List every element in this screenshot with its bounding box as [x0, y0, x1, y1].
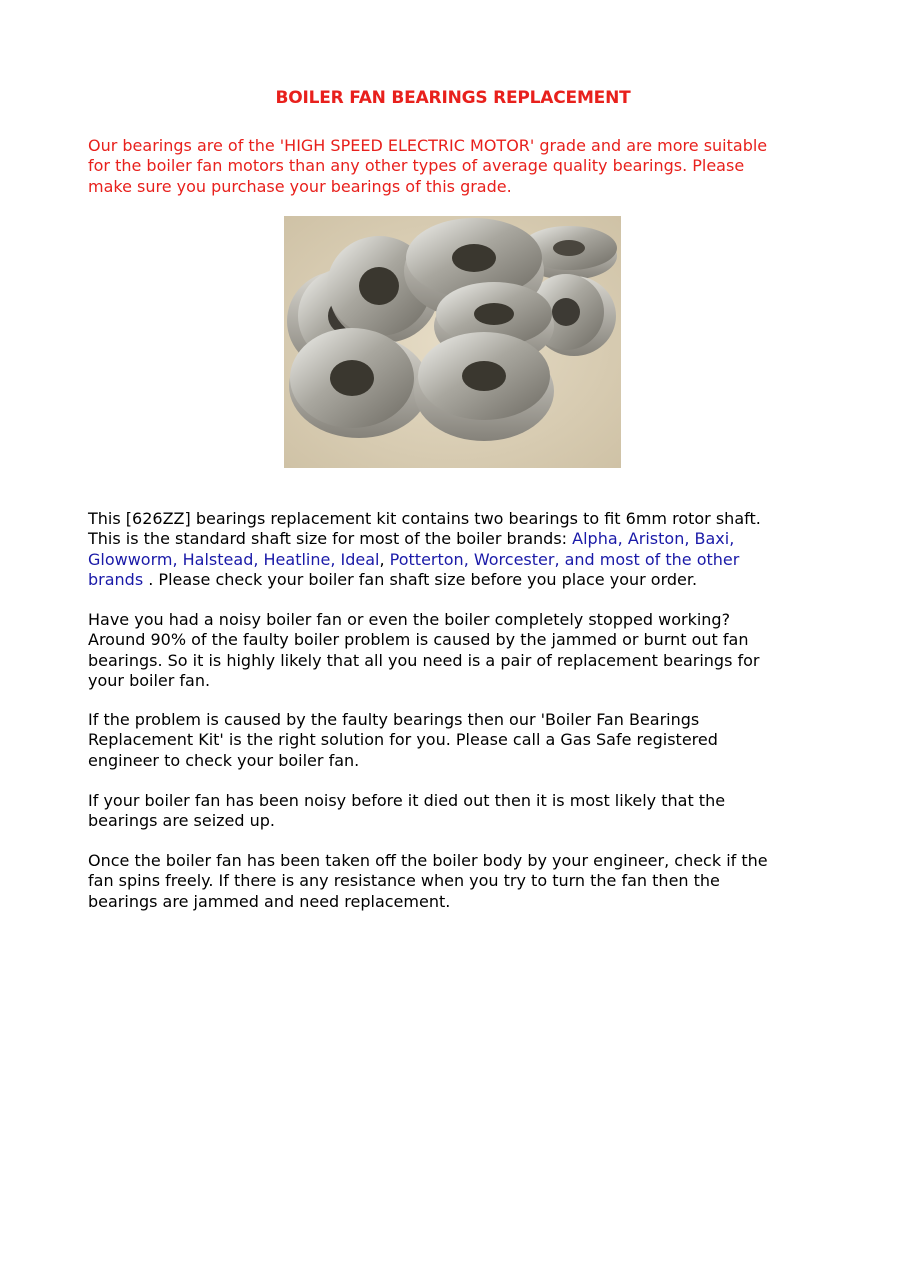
- solution-paragraph: [88, 710, 818, 771]
- intro-line: for the boiler fan motors than any other types of average quality bearings. Please: [88, 156, 745, 176]
- paragraph-line: Replacement Kit' is the right solution for you. Please call a Gas Safe registered: [88, 730, 718, 750]
- paragraph-line: engineer to check your boiler fan.: [88, 750, 360, 770]
- page-title: BOILER FAN BEARINGS REPLACEMENT: [275, 88, 631, 108]
- paragraph-line: bearings are jammed and need replacement.: [88, 891, 451, 911]
- kit-line: [88, 550, 818, 570]
- kit-text: This is the standard shaft size for most of the boiler brands:: [88, 529, 573, 549]
- paragraph-line: If the problem is caused by the faulty bearings then our 'Boiler Fan Bearings: [88, 710, 700, 729]
- paragraph-line: bearings are seized up.: [88, 811, 275, 831]
- paragraph-line: Around 90% of the faulty boiler problem is caused by the jammed or burnt out fan: [88, 630, 749, 650]
- kit-line: [88, 529, 818, 549]
- brand-list: Glowworm, Halstead, Heatline, Ideal: [88, 549, 380, 569]
- noisy-fan-paragraph: [88, 610, 818, 691]
- kit-line: [88, 570, 818, 590]
- intro-line: Our bearings are of the 'HIGH SPEED ELECTRIC MOTOR' grade and are more suitable: [88, 136, 768, 155]
- paragraph-line: If your boiler fan has been noisy before it died out then it is most likely that the: [88, 791, 726, 810]
- kit-text: ,: [379, 549, 390, 569]
- kit-line: This [626ZZ] bearings replacement kit contains two bearings to fit 6mm rotor shaft.: [88, 509, 761, 528]
- bearing-photo: [284, 216, 621, 468]
- check-fan-paragraph: [88, 851, 818, 912]
- paragraph-line: Once the boiler fan has been taken off the boiler body by your engineer, check if the: [88, 851, 768, 870]
- brand-list: brands: [88, 569, 144, 589]
- kit-paragraph: [88, 509, 818, 590]
- paragraph-line: your boiler fan.: [88, 670, 211, 690]
- brand-list: Potterton, Worcester, and most of the other: [389, 549, 740, 569]
- paragraph-line: bearings. So it is highly likely that all you need is a pair of replacement bearings for: [88, 650, 760, 670]
- seized-paragraph: [88, 791, 818, 832]
- paragraph-line: Have you had a noisy boiler fan or even the boiler completely stopped working?: [88, 610, 731, 629]
- paragraph-line: fan spins freely. If there is any resistance when you try to turn the fan then the: [88, 871, 720, 891]
- bearings-image: [284, 216, 621, 468]
- brand-list: Alpha, Ariston, Baxi,: [572, 529, 735, 549]
- kit-text: . Please check your boiler fan shaft size before you place your order.: [143, 569, 698, 589]
- intro-paragraph: [88, 136, 818, 197]
- intro-line: make sure you purchase your bearings of this grade.: [88, 176, 512, 196]
